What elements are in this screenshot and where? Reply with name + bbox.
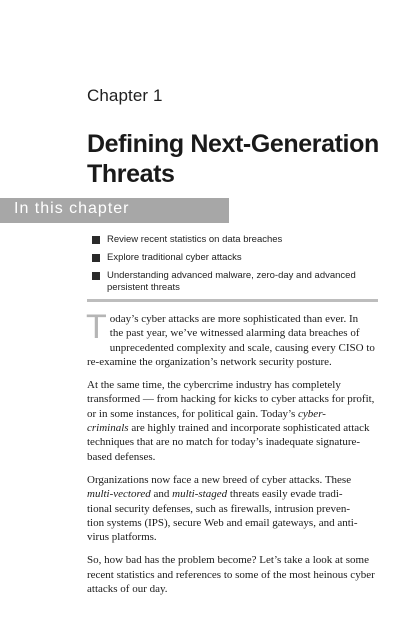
square-bullet-icon: [92, 254, 100, 262]
chapter-body: [86, 308, 377, 605]
italic-term: multi-vectored: [87, 488, 151, 501]
in-this-chapter-banner: [0, 198, 229, 223]
body-paragraph-2: [87, 378, 377, 464]
bullet-item: [92, 234, 374, 246]
in-this-chapter-heading: In this chapter: [14, 200, 130, 217]
bullet-item: [92, 252, 374, 264]
square-bullet-icon: [92, 236, 100, 244]
chapter-bullet-list: [92, 234, 374, 300]
bullet-text: Review recent statistics on data breaches: [107, 234, 283, 245]
bullet-text: Explore traditional cyber attacks: [107, 252, 242, 263]
italic-term: multi-staged: [172, 488, 228, 501]
body-text: and: [150, 488, 173, 501]
body-paragraph-3: [87, 473, 377, 544]
body-text: oday’s cyber attacks are more sophisticated than ever. In the past year, we’ve witnessed alarming data breaches of unprecedented complexity and scale, causing every CISO to re-examine the organization’s network security posture.: [87, 313, 375, 368]
body-paragraph-1: [86, 308, 377, 369]
section-divider: [87, 299, 378, 302]
body-text: At the same time, the cybercrime industry has completely transformed — from hacking for kicks to cyber attacks for profit, or in some instances, for political gain. Today’s: [87, 379, 375, 420]
chapter-title: Defining Next-Generation Threats: [87, 130, 379, 188]
bullet-text: Understanding advanced malware, zero-day and advanced persistent threats: [107, 270, 356, 293]
drop-cap: T: [86, 308, 107, 346]
body-text: are highly trained and incorporate sophisticated attack techniques that are no match for today’s inadequate signature-based defenses.: [87, 422, 370, 463]
chapter-label: Chapter 1: [87, 86, 163, 105]
square-bullet-icon: [92, 272, 100, 280]
body-paragraph-4: So, how bad has the problem become? Let’s take a look at some recent statistics and references to some of the most heinous cyber attacks of our day.: [87, 554, 375, 596]
italic-term: cyber- criminals: [87, 407, 326, 435]
body-text: Organizations now face a new breed of cyber attacks. These: [87, 473, 352, 486]
body-text: threats easily evade tradi- tional security defenses, such as firewalls, intrusion preven- tion systems (IPS), secure Web and email gateways, and anti-virus platforms.: [87, 488, 358, 544]
bullet-item: [92, 270, 374, 294]
